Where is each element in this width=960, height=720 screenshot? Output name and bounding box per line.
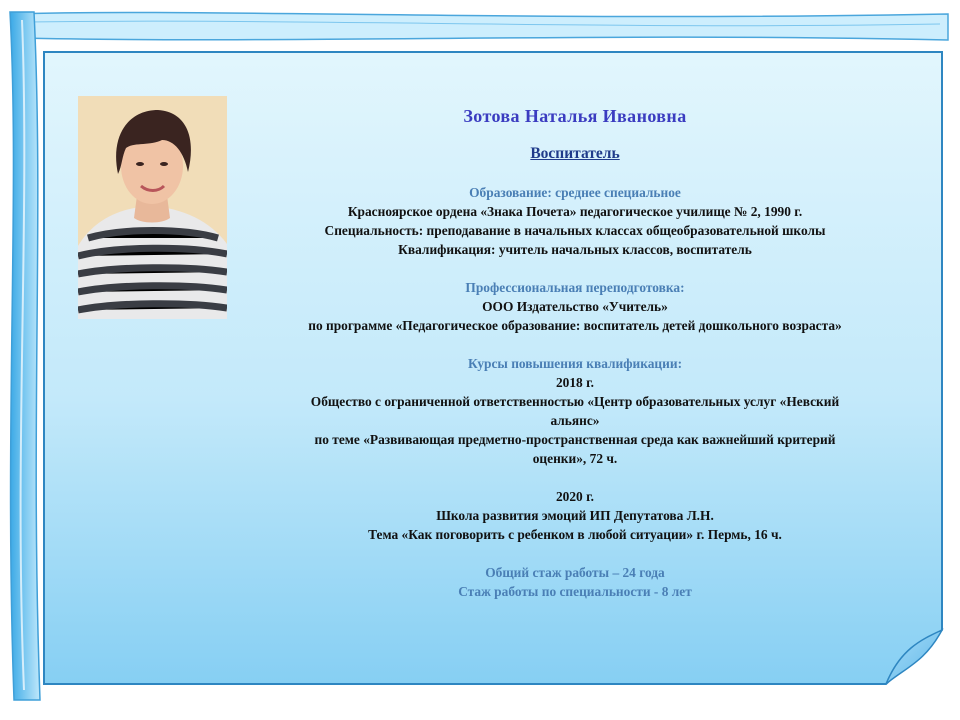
course-topic-2018-line2: оценки», 72 ч. — [532, 451, 618, 466]
course-year-2020: 2020 г. — [555, 489, 595, 504]
course-org-2018-line2: альянс» — [550, 413, 600, 428]
course-org-2018-line1: Общество с ограниченной ответственностью «Центр образовательных услуг «Невский — [310, 394, 840, 409]
course-topic-2020: Тема «Как поговорить с ребенком в любой ситуации» г. Пермь, 16 ч. — [368, 527, 782, 542]
person-name: Зотова Наталья Ивановна — [463, 106, 687, 126]
retraining-program: по программе «Педагогическое образование: воспитатель детей дошкольного возраста» — [308, 318, 842, 333]
education-specialty: Специальность: преподавание в начальных классах общеобразовательной школы — [324, 223, 826, 238]
course-topic-2018-line1: по теме «Развивающая предметно-пространственная среда как важнейший критерий — [314, 432, 836, 447]
portrait-illustration — [78, 96, 227, 319]
retraining-organization: ООО Издательство «Учитель» — [482, 299, 668, 314]
courses-heading: Курсы повышения квалификации: — [467, 356, 683, 371]
course-org-2020: Школа развития эмоций ИП Депутатова Л.Н. — [436, 508, 714, 523]
retraining-heading: Профессиональная переподготовка: — [465, 280, 685, 295]
course-year-2018: 2018 г. — [555, 375, 595, 390]
portrait-photo — [78, 96, 227, 319]
education-heading: Образование: среднее специальное — [469, 185, 681, 200]
experience-specialty: Стаж работы по специальности - 8 лет — [458, 584, 692, 599]
education-qualification: Квалификация: учитель начальных классов, воспитатель — [398, 242, 752, 257]
education-institution: Красноярское ордена «Знака Почета» педагогическое училище № 2, 1990 г. — [347, 204, 803, 219]
experience-total: Общий стаж работы – 24 года — [485, 565, 665, 580]
profile-content — [232, 104, 918, 601]
person-position: Воспитатель — [530, 145, 620, 162]
